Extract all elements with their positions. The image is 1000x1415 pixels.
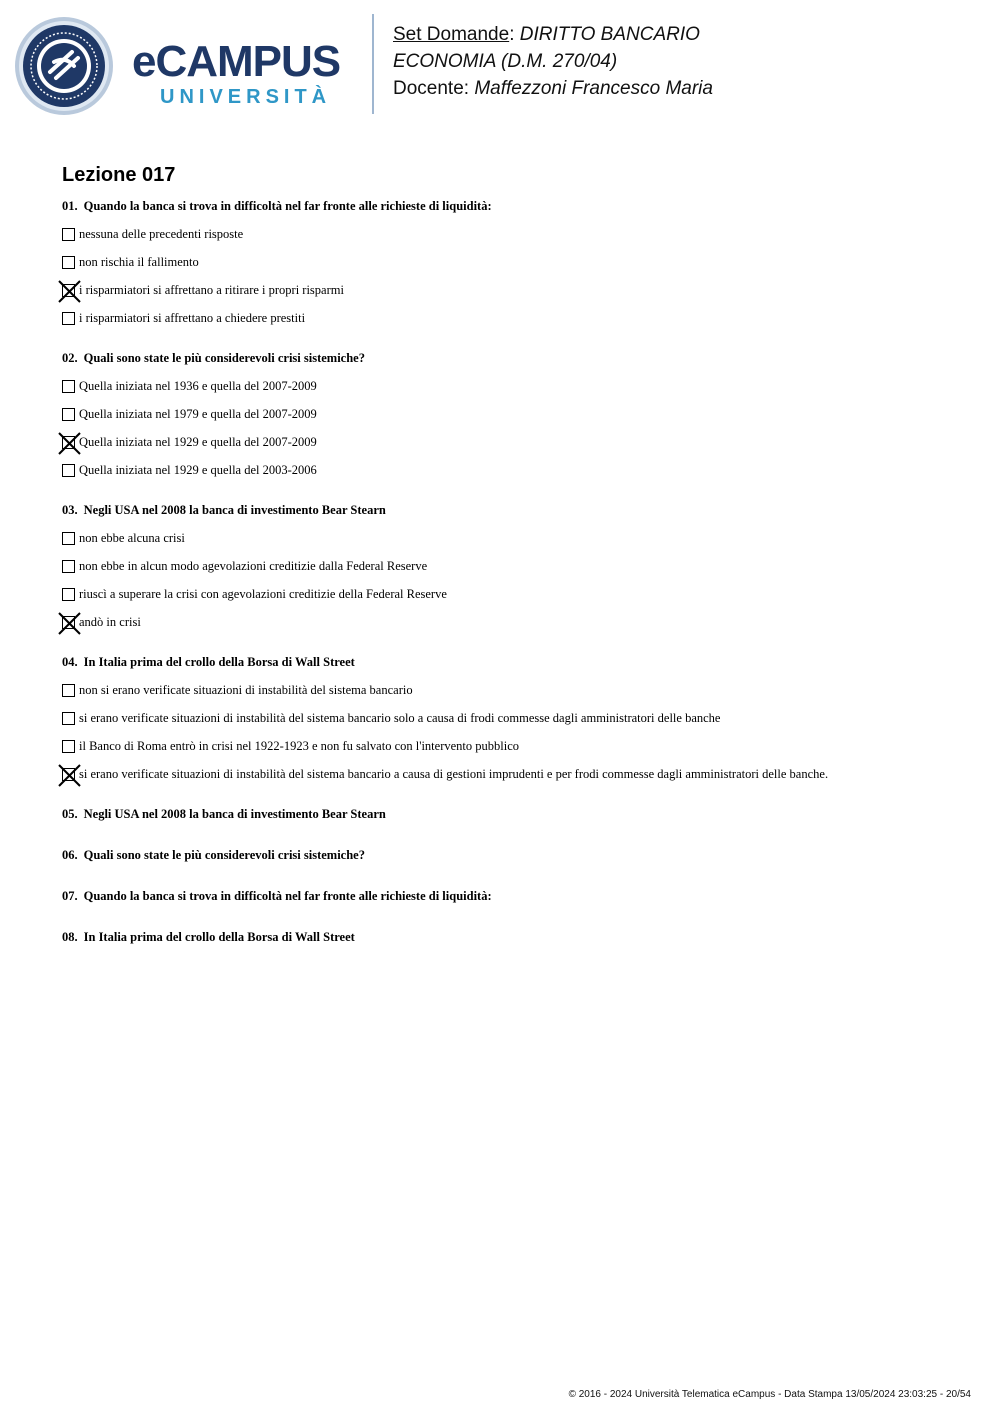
- question-number: 08.: [62, 930, 78, 944]
- question-text: [62, 350, 962, 366]
- answer-option[interactable]: [62, 676, 962, 704]
- set-info-line1: Set Domande: DIRITTO BANCARIO: [393, 24, 700, 45]
- question-text: [62, 888, 962, 904]
- question-item: [62, 654, 962, 788]
- question-label: Negli USA nel 2008 la banca di investimento Bear Stearn: [83, 807, 386, 821]
- question-text: [62, 502, 962, 518]
- questions-content: [62, 162, 962, 970]
- page-header: [0, 0, 1000, 130]
- answer-options: [62, 220, 962, 332]
- checkbox[interactable]: [62, 380, 75, 393]
- checked-checkbox[interactable]: [62, 284, 75, 297]
- question-list: [62, 198, 962, 945]
- question-number: 03.: [62, 503, 78, 517]
- checkbox[interactable]: [62, 228, 75, 241]
- answer-option[interactable]: [62, 524, 962, 552]
- question-number: 07.: [62, 889, 78, 903]
- answer-option[interactable]: [62, 400, 962, 428]
- question-label: Negli USA nel 2008 la banca di investimento Bear Stearn: [83, 503, 386, 517]
- answer-options: [62, 676, 962, 788]
- checked-checkbox[interactable]: [62, 616, 75, 629]
- answer-option[interactable]: [62, 608, 962, 636]
- checkbox[interactable]: [62, 312, 75, 325]
- question-text: [62, 847, 962, 863]
- answer-option[interactable]: [62, 220, 962, 248]
- x-cross-mark-icon: [58, 280, 81, 303]
- question-text: [62, 806, 962, 822]
- question-item: [62, 929, 962, 945]
- answer-text: i risparmiatori si affrettano a ritirare i propri risparmi: [79, 282, 344, 297]
- x-cross-mark-icon: [58, 432, 81, 455]
- question-number: 05.: [62, 807, 78, 821]
- question-item: [62, 888, 962, 904]
- checkbox[interactable]: [62, 532, 75, 545]
- answer-option[interactable]: [62, 760, 962, 788]
- answer-option[interactable]: [62, 704, 962, 732]
- answer-option[interactable]: [62, 304, 962, 332]
- answer-options: [62, 372, 962, 484]
- checkbox[interactable]: [62, 588, 75, 601]
- answer-option[interactable]: [62, 372, 962, 400]
- question-number: 01.: [62, 199, 78, 213]
- answer-text: non si erano verificate situazioni di instabilità del sistema bancario: [79, 682, 413, 697]
- teacher-label: Docente:: [393, 78, 470, 99]
- answer-option[interactable]: [62, 428, 962, 456]
- question-label: In Italia prima del crollo della Borsa di Wall Street: [83, 930, 355, 944]
- question-label: Quali sono state le più considerevoli crisi sistemiche?: [83, 848, 365, 862]
- answer-text: il Banco di Roma entrò in crisi nel 1922-1923 e non fu salvato con l'intervento pubblico: [79, 738, 520, 753]
- question-item: [62, 198, 962, 332]
- checkbox[interactable]: [62, 684, 75, 697]
- question-number: 04.: [62, 655, 78, 669]
- answer-option[interactable]: [62, 580, 962, 608]
- teacher-name: Maffezzoni Francesco Maria: [474, 78, 713, 99]
- answer-text: nessuna delle precedenti risposte: [79, 226, 244, 241]
- checked-checkbox[interactable]: [62, 768, 75, 781]
- answer-option[interactable]: [62, 248, 962, 276]
- answer-text: non rischia il fallimento: [79, 254, 199, 269]
- answer-text: Quella iniziata nel 1979 e quella del 2007-2009: [79, 406, 317, 421]
- ecampus-seal-logo: [14, 16, 114, 121]
- page-footer: © 2016 - 2024 Università Telematica eCampus - Data Stampa 13/05/2024 23:03:25 - 20/54: [568, 1389, 971, 1400]
- answer-text: i risparmiatori si affrettano a chiedere prestiti: [79, 310, 306, 325]
- question-item: [62, 847, 962, 863]
- question-item: [62, 350, 962, 484]
- answer-option[interactable]: [62, 552, 962, 580]
- ecampus-wordmark: [132, 37, 341, 109]
- x-cross-mark-icon: [58, 764, 81, 787]
- set-label: Set Domande: [393, 24, 510, 45]
- question-text: [62, 654, 962, 670]
- question-item: [62, 502, 962, 636]
- question-label: Quando la banca si trova in difficoltà nel far fronte alle richieste di liquidità:: [83, 199, 492, 213]
- question-label: Quando la banca si trova in difficoltà nel far fronte alle richieste di liquidità:: [83, 889, 492, 903]
- answer-option[interactable]: [62, 456, 962, 484]
- set-name-line1: DIRITTO BANCARIO: [519, 24, 700, 45]
- question-text: [62, 929, 962, 945]
- answer-text: non ebbe in alcun modo agevolazioni creditizie dalla Federal Reserve: [79, 558, 428, 573]
- answer-option[interactable]: [62, 276, 962, 304]
- logo-subtitle: UNIVERSITÀ: [160, 86, 332, 108]
- answer-text: Quella iniziata nel 1929 e quella del 2007-2009: [79, 434, 317, 449]
- teacher-line: [393, 75, 713, 102]
- answer-option[interactable]: [62, 732, 962, 760]
- header-divider: [372, 14, 374, 114]
- question-label: In Italia prima del crollo della Borsa di Wall Street: [83, 655, 355, 669]
- logo-word: eCAMPUS: [132, 37, 341, 86]
- x-cross-mark-icon: [58, 612, 81, 635]
- answer-text: riuscì a superare la crisi con agevolazioni creditizie della Federal Reserve: [79, 586, 447, 601]
- question-label: Quali sono state le più considerevoli crisi sistemiche?: [83, 351, 365, 365]
- checkbox[interactable]: [62, 464, 75, 477]
- checkbox[interactable]: [62, 408, 75, 421]
- answer-text: Quella iniziata nel 1936 e quella del 2007-2009: [79, 378, 317, 393]
- answer-text: si erano verificate situazioni di instabilità del sistema bancario solo a causa di frodi commesse dagli amministratori delle banche: [79, 710, 721, 725]
- question-number: 06.: [62, 848, 78, 862]
- answer-text: Quella iniziata nel 1929 e quella del 2003-2006: [79, 462, 317, 477]
- lesson-title: Lezione 017: [62, 164, 176, 186]
- answer-text: si erano verificate situazioni di instabilità del sistema bancario a causa di gestioni imprudenti e per frodi commesse dagli amministratori delle banche.: [79, 766, 829, 781]
- checkbox[interactable]: [62, 560, 75, 573]
- set-info: [393, 21, 713, 102]
- checkbox[interactable]: [62, 740, 75, 753]
- checkbox[interactable]: [62, 712, 75, 725]
- question-item: [62, 806, 962, 822]
- answer-text: andò in crisi: [79, 614, 141, 629]
- question-text: [62, 198, 962, 214]
- checkbox[interactable]: [62, 256, 75, 269]
- set-name-line2: ECONOMIA (D.M. 270/04): [393, 51, 618, 72]
- answer-options: [62, 524, 962, 636]
- answer-text: non ebbe alcuna crisi: [79, 530, 185, 545]
- checked-checkbox[interactable]: [62, 436, 75, 449]
- question-number: 02.: [62, 351, 78, 365]
